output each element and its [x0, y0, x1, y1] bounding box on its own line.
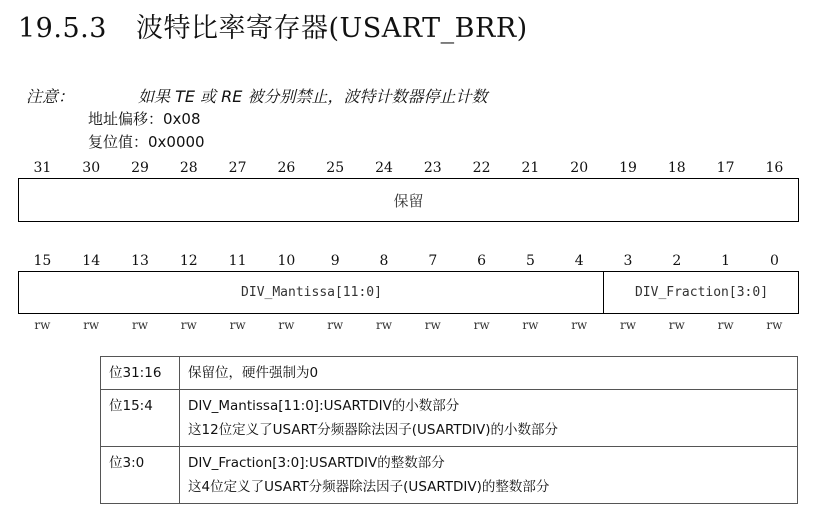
access-row — [18, 318, 799, 336]
reserved-field: 保留 — [393, 191, 424, 210]
bit-number: 20 — [570, 160, 589, 176]
access-type: rw — [375, 318, 392, 332]
bit-number: 10 — [277, 253, 296, 269]
bit-number: 23 — [423, 160, 442, 176]
bit-number: 16 — [765, 160, 784, 176]
bit-number: 2 — [672, 253, 682, 269]
bit-number: 19 — [619, 160, 637, 176]
description-line: 这12位定义了USART分频器除法因子(USARTDIV)的小数部分 — [188, 422, 558, 438]
bit-number: 6 — [477, 253, 487, 269]
bit-number: 4 — [574, 253, 584, 269]
access-type: rw — [83, 318, 100, 332]
bit-number: 5 — [525, 253, 535, 269]
bit-number: 24 — [375, 160, 393, 176]
bit-number: 7 — [428, 253, 438, 269]
bit-range-cell: 位15:4 — [101, 390, 180, 447]
bit-number: 30 — [82, 160, 101, 176]
section-number: 19.5.3 — [18, 13, 107, 44]
access-type: rw — [34, 318, 51, 332]
section-heading — [18, 6, 528, 45]
address-offset: 地址偏移：0x08 — [88, 110, 201, 128]
register-upper-half — [18, 178, 799, 222]
bit-number: 21 — [521, 160, 540, 176]
access-type: rw — [229, 318, 246, 332]
bit-number: 27 — [228, 160, 247, 176]
register-lower-half — [18, 271, 799, 314]
access-type: rw — [327, 318, 344, 332]
description-line: DIV_Fraction[3:0]:USARTDIV的整数部分 — [188, 455, 445, 471]
bit-number: 22 — [472, 160, 491, 176]
access-type: rw — [766, 318, 783, 332]
description-cell — [180, 390, 798, 447]
bit-number: 14 — [82, 253, 101, 269]
access-type: rw — [619, 318, 636, 332]
access-type: rw — [473, 318, 490, 332]
bit-number: 11 — [228, 253, 247, 269]
bit-description-table — [100, 356, 798, 504]
lower-bit-numbers — [18, 253, 799, 271]
bit-number: 8 — [379, 253, 389, 269]
bit-number: 13 — [131, 253, 149, 269]
bit-number: 15 — [33, 253, 52, 269]
access-type: rw — [278, 318, 295, 332]
description-line: 保留位，硬件强制为0 — [188, 365, 319, 381]
access-type: rw — [522, 318, 539, 332]
reset-value: 复位值：0x0000 — [88, 133, 205, 151]
fraction-field: DIV_Fraction[3:0] — [634, 285, 769, 300]
bit-number: 17 — [716, 160, 735, 176]
bit-number: 9 — [330, 253, 340, 269]
access-type: rw — [571, 318, 588, 332]
description-line: 这4位定义了USART分频器除法因子(USARTDIV)的整数部分 — [188, 479, 550, 495]
access-type: rw — [180, 318, 197, 332]
bit-range-cell: 位3:0 — [101, 447, 180, 504]
note-label: 注意： — [26, 87, 75, 106]
bit-number: 0 — [769, 253, 779, 269]
bit-range-cell: 位31:16 — [101, 357, 180, 390]
section-title: 波特比率寄存器(USART_BRR) — [136, 13, 528, 44]
mantissa-field: DIV_Mantissa[11:0] — [241, 285, 382, 300]
description-cell — [180, 357, 798, 390]
access-type: rw — [668, 318, 685, 332]
access-type: rw — [717, 318, 734, 332]
bit-number: 1 — [721, 253, 731, 269]
upper-bit-numbers — [18, 160, 799, 178]
bit-number: 18 — [667, 160, 686, 176]
note-line — [26, 84, 487, 107]
access-type: rw — [131, 318, 148, 332]
bit-number: 28 — [179, 160, 198, 176]
description-line: DIV_Mantissa[11:0]:USARTDIV的小数部分 — [188, 398, 460, 414]
table-row — [101, 390, 798, 447]
bit-number: 12 — [179, 253, 198, 269]
bit-number: 26 — [277, 160, 296, 176]
note-text: 如果 TE 或 RE 被分别禁止，波特计数器停止计数 — [138, 87, 488, 106]
table-row — [101, 357, 798, 390]
bit-number: 25 — [326, 160, 345, 176]
description-cell — [180, 447, 798, 504]
bit-number: 29 — [131, 160, 149, 176]
table-row — [101, 447, 798, 504]
bit-number: 31 — [33, 160, 52, 176]
access-type: rw — [424, 318, 441, 332]
field-divider — [603, 272, 604, 313]
bit-number: 3 — [623, 253, 633, 269]
